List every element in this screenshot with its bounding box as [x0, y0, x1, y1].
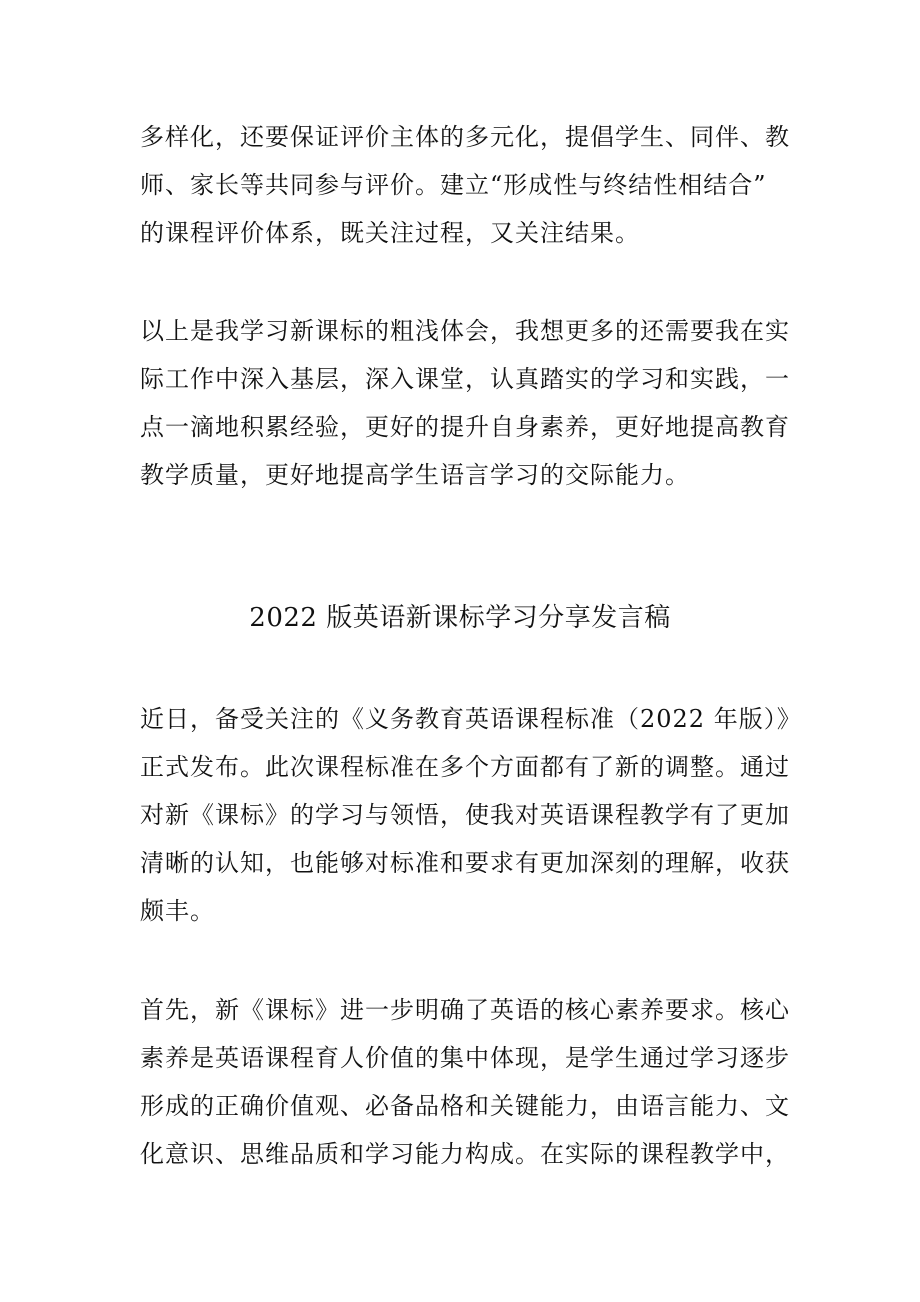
paragraph-introduction — [140, 695, 802, 935]
text-line: 清晰的认知，也能够对标准和要求有更加深刻的理解，收获 — [140, 849, 790, 877]
text-line: 正式发布。此次课程标准在多个方面都有了新的调整。通过 — [140, 753, 790, 781]
text-line: 颇丰。 — [140, 897, 215, 925]
text-line: 近日，备受关注的《义务教育英语课程标准（2022 年版）》 — [140, 705, 802, 733]
paragraph-core-literacy — [140, 986, 790, 1178]
text-line: 教学质量，更好地提高学生语言学习的交际能力。 — [140, 461, 690, 489]
text-line: 师、家长等共同参与评价。建立“形成性与终结性相结合” — [140, 171, 767, 199]
text-line: 首先，新《课标》进一步明确了英语的核心素养要求。核心 — [140, 996, 790, 1024]
text-line: 以上是我学习新课标的粗浅体会，我想更多的还需要我在实 — [140, 317, 790, 345]
paragraph-conclusion — [140, 307, 790, 499]
text-line: 对新《课标》的学习与领悟，使我对英语课程教学有了更加 — [140, 801, 790, 829]
text-line: 的课程评价体系，既关注过程，又关注结果。 — [140, 219, 640, 247]
text-line: 素养是英语课程育人价值的集中体现，是学生通过学习逐步 — [140, 1044, 790, 1072]
text-line: 点一滴地积累经验，更好的提升自身素养，更好地提高教育 — [140, 413, 790, 441]
text-line: 形成的正确价值观、必备品格和关键能力，由语言能力、文 — [140, 1092, 790, 1120]
text-line: 多样化，还要保证评价主体的多元化，提倡学生、同伴、教 — [140, 123, 790, 151]
text-line: 化意识、思维品质和学习能力构成。在实际的课程教学中， — [140, 1140, 790, 1168]
paragraph-evaluation — [140, 113, 790, 257]
document-title: 2022 版英语新课标学习分享发言稿 — [249, 603, 671, 633]
text-line: 际工作中深入基层，深入课堂，认真踏实的学习和实践，一 — [140, 365, 790, 393]
